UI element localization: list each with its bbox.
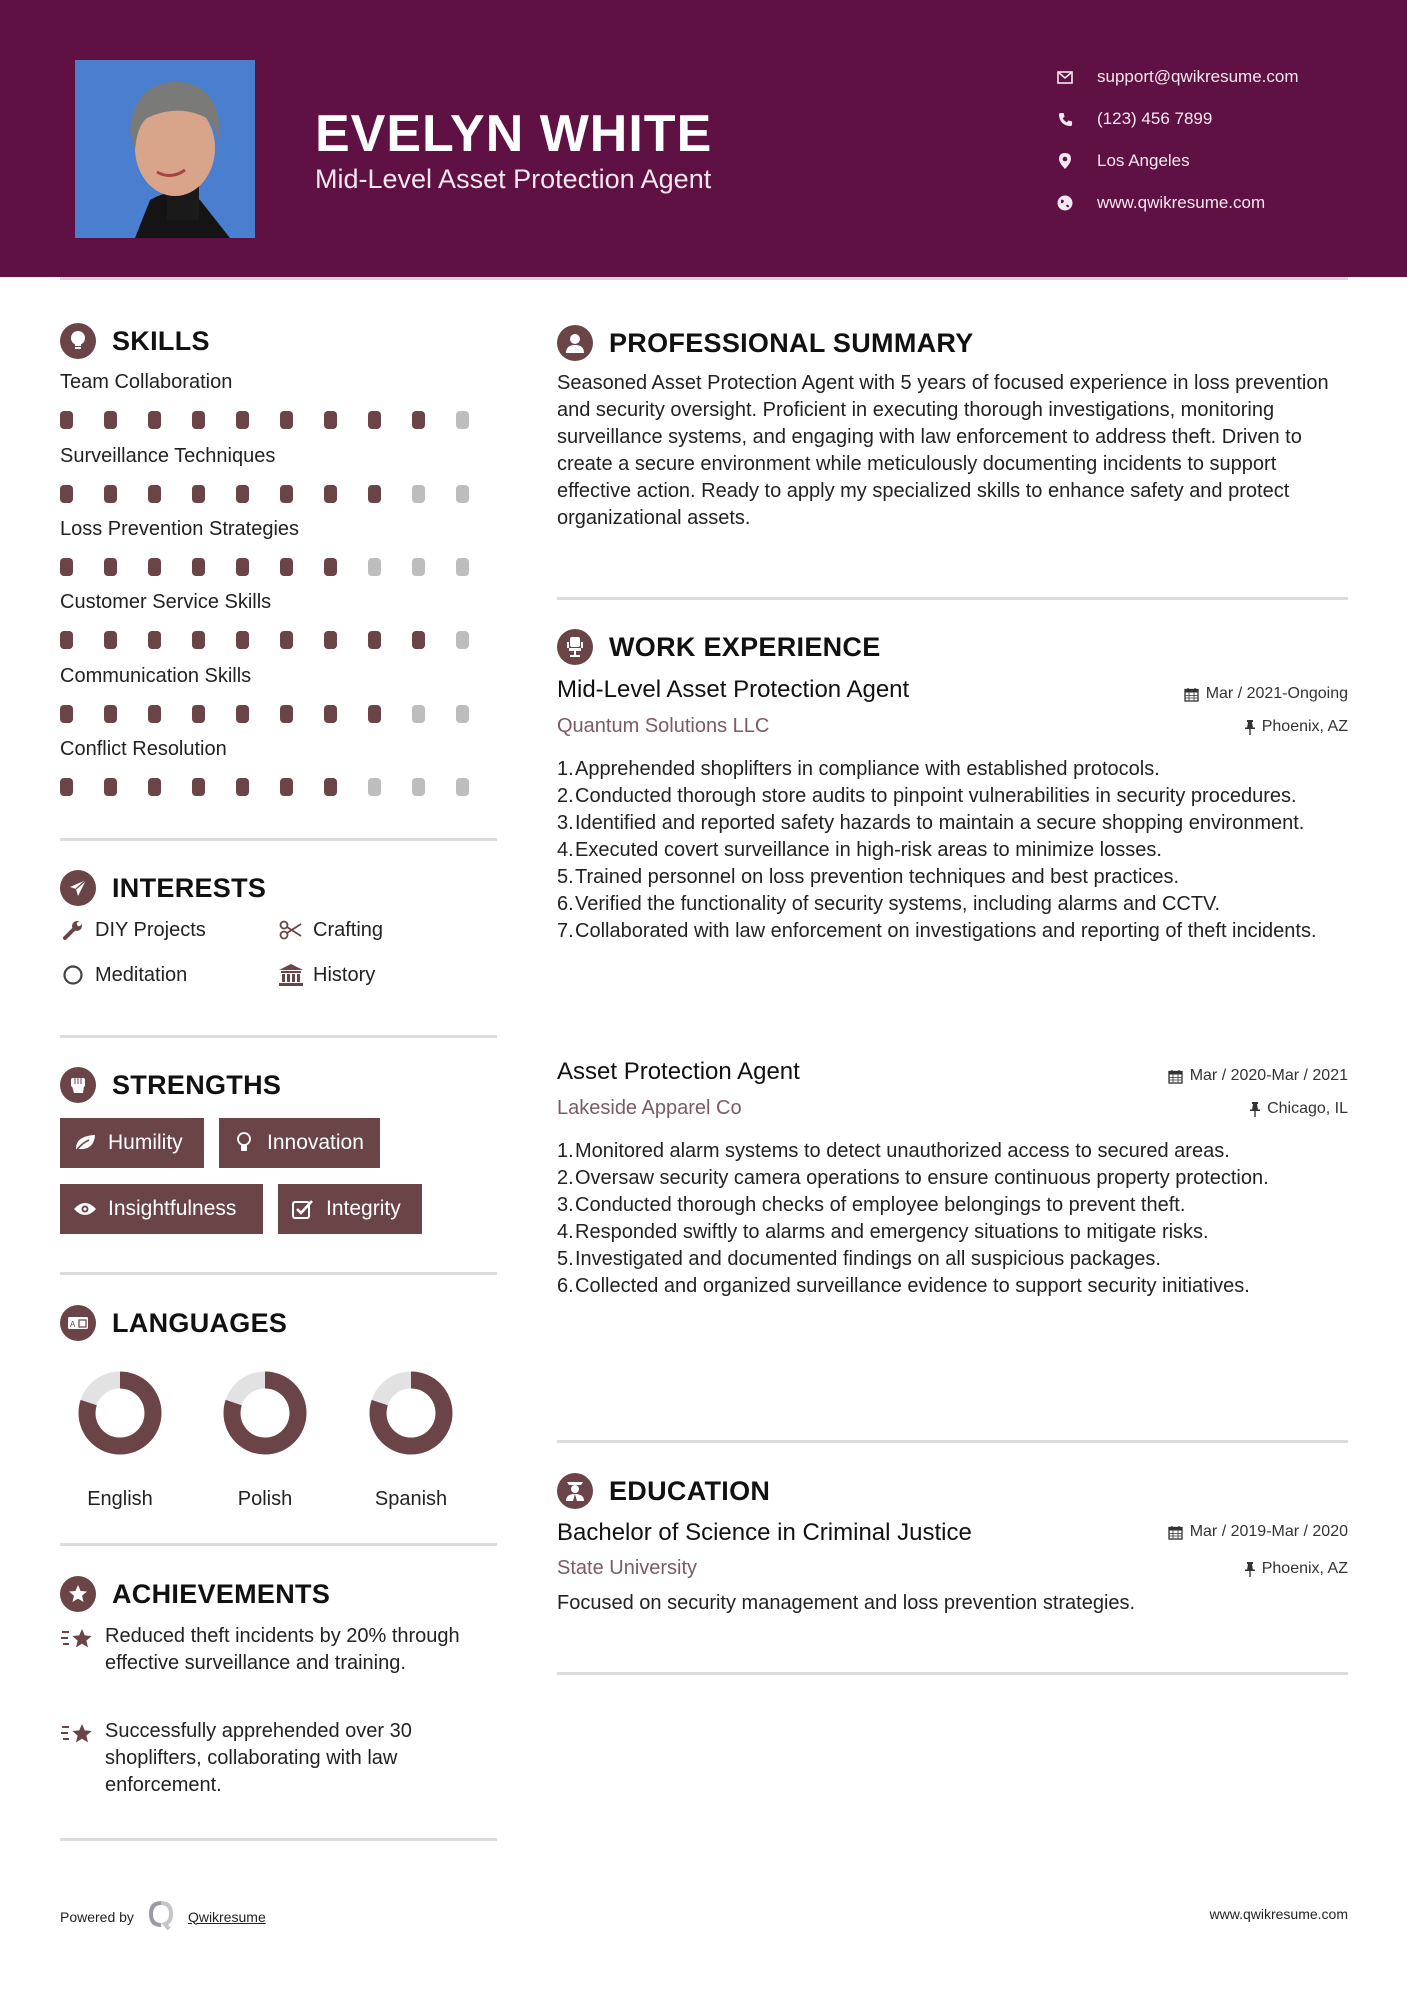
calendar-icon (1168, 1525, 1183, 1540)
shooting-star-icon (60, 1623, 94, 1677)
skill-rating (60, 631, 500, 649)
lightbulb-icon (60, 323, 96, 359)
achievement-item: Reduced theft incidents by 20% through effective surveillance and training. (60, 1623, 500, 1677)
pushpin-icon (1245, 720, 1255, 735)
achievements-heading: ACHIEVEMENTS (60, 1576, 330, 1612)
skill-item: Loss Prevention Strategies (60, 518, 500, 576)
user-icon (557, 325, 593, 361)
education-heading: EDUCATION (557, 1473, 770, 1509)
interest-item: DIY Projects (60, 917, 206, 943)
contact-email[interactable] (1055, 56, 1299, 98)
checkbox-icon (290, 1197, 316, 1221)
language-donut (75, 1368, 165, 1458)
pushpin-icon (1245, 1562, 1255, 1577)
language-item: English (60, 1368, 180, 1511)
skill-rating (60, 411, 500, 429)
skill-rating (60, 485, 500, 503)
language-item: Polish (205, 1368, 325, 1511)
strength-chip: Humility (60, 1118, 204, 1168)
candidate-title: Mid-Level Asset Protection Agent (315, 164, 712, 194)
candidate-name: EVELYN WHITE (315, 105, 713, 163)
job-bullets (557, 756, 1347, 945)
job-dates: Mar / 2021-Ongoing (1184, 685, 1348, 703)
interest-item: Crafting (278, 917, 383, 943)
job-bullet: 6. Collected and organized surveillance evidence to support security initiatives. (557, 1275, 1250, 1297)
skill-item: Conflict Resolution (60, 738, 500, 796)
lightbulb-icon (231, 1131, 257, 1155)
interest-item: Meditation (60, 962, 187, 988)
job-bullet: 5. Trained personnel on loss prevention techniques and best practices. (557, 866, 1180, 888)
strength-chip: Insightfulness (60, 1184, 263, 1234)
job-bullet: 7. Collaborated with law enforcement on investigations and reporting of theft incidents. (557, 920, 1317, 942)
achievement-item: Successfully apprehended over 30 shoplifters, collaborating with law enforcement. (60, 1718, 500, 1799)
job-bullet: 5. Investigated and documented findings on all suspicious packages. (557, 1248, 1161, 1270)
section-divider (60, 1272, 497, 1275)
job-bullet: 4. Responded swiftly to alarms and emergency situations to mitigate risks. (557, 1221, 1209, 1243)
calendar-icon (1184, 687, 1199, 702)
job-title: Mid-Level Asset Protection Agent (557, 676, 910, 703)
shooting-star-icon (60, 1718, 94, 1799)
section-divider (60, 1035, 497, 1038)
language-icon (60, 1305, 96, 1341)
qwikresume-link[interactable]: Qwikresume (187, 1908, 266, 1925)
svg-text:A: A (70, 1320, 76, 1329)
skill-item: Communication Skills (60, 665, 500, 723)
email-text: support@qwikresume.com (1097, 67, 1299, 86)
experience-heading: WORK EXPERIENCE (557, 629, 881, 665)
skill-rating (60, 705, 500, 723)
education-location: Phoenix, AZ (1245, 1560, 1348, 1578)
paper-plane-icon (60, 870, 96, 906)
interests-heading: INTERESTS (60, 870, 266, 906)
section-divider (557, 597, 1348, 600)
footer-powered-by: Powered by Qwikresume (60, 1900, 266, 1933)
job-bullet: 4. Executed covert surveillance in high-risk areas to minimize losses. (557, 839, 1162, 861)
scissors-icon (278, 917, 304, 943)
job-bullet: 2. Conducted thorough store audits to pinpoint vulnerabilities in security procedures. (557, 785, 1297, 807)
envelope-icon (1055, 67, 1075, 87)
globe-icon (1055, 193, 1075, 213)
museum-icon (278, 962, 304, 988)
wrench-icon (60, 917, 86, 943)
language-item: Spanish (351, 1368, 471, 1511)
section-divider (557, 1672, 1348, 1675)
job-bullet: 1. Apprehended shoplifters in compliance with established protocols. (557, 758, 1160, 780)
language-donut (220, 1368, 310, 1458)
job-dates: Mar / 2020-Mar / 2021 (1168, 1067, 1348, 1085)
skill-item: Surveillance Techniques (60, 445, 500, 503)
languages-heading: A LANGUAGES (60, 1305, 287, 1341)
company-name: Quantum Solutions LLC (557, 715, 770, 737)
strength-chip: Integrity (278, 1184, 422, 1234)
star-badge-icon (60, 1576, 96, 1612)
contact-location (1055, 140, 1299, 182)
interest-item: History (278, 962, 375, 988)
degree-title: Bachelor of Science in Criminal Justice (557, 1519, 972, 1546)
contact-website[interactable] (1055, 182, 1299, 224)
contact-list (1055, 56, 1299, 224)
calendar-icon (1168, 1069, 1183, 1084)
job-bullet: 1. Monitored alarm systems to detect unauthorized access to secured areas. (557, 1140, 1230, 1162)
phone-text: (123) 456 7899 (1097, 109, 1213, 128)
eye-icon (72, 1197, 98, 1221)
education-description: Focused on security management and loss prevention strategies. (557, 1592, 1136, 1614)
skill-rating (60, 778, 500, 796)
job-location: Chicago, IL (1250, 1100, 1348, 1118)
header-underline (60, 277, 1348, 280)
section-divider (60, 1838, 497, 1841)
company-name: Lakeside Apparel Co (557, 1097, 742, 1119)
pushpin-icon (1250, 1102, 1260, 1117)
strengths-heading: STRENGTHS (60, 1067, 281, 1103)
education-dates: Mar / 2019-Mar / 2020 (1168, 1523, 1348, 1541)
skill-rating (60, 558, 500, 576)
section-divider (60, 838, 497, 841)
job-location: Phoenix, AZ (1245, 718, 1348, 736)
map-pin-icon (1055, 151, 1075, 171)
header-banner (0, 0, 1407, 277)
section-divider (60, 1543, 497, 1546)
job-bullet: 2. Oversaw security camera operations to ensure continuous property protection. (557, 1167, 1269, 1189)
fist-icon (60, 1067, 96, 1103)
qwikresume-logo-icon (148, 1900, 174, 1933)
section-divider (557, 1440, 1348, 1443)
phone-icon (1055, 109, 1075, 129)
contact-phone[interactable] (1055, 98, 1299, 140)
job-bullets (557, 1138, 1347, 1300)
website-text: www.qwikresume.com (1097, 193, 1266, 212)
job-bullet: 3. Conducted thorough checks of employee belongings to prevent theft. (557, 1194, 1186, 1216)
circle-icon (60, 962, 86, 988)
graduate-icon (557, 1473, 593, 1509)
skill-item: Team Collaboration (60, 371, 500, 429)
skills-heading: SKILLS (60, 323, 210, 359)
job-bullet: 3. Identified and reported safety hazards to maintain a secure shopping environment. (557, 812, 1305, 834)
leaf-icon (72, 1131, 98, 1155)
skill-item: Customer Service Skills (60, 591, 500, 649)
profile-photo (75, 60, 255, 238)
strength-chip: Innovation (219, 1118, 380, 1168)
school-name: State University (557, 1557, 698, 1579)
footer-website-link[interactable]: www.qwikresume.com (1209, 1906, 1348, 1922)
office-chair-icon (557, 629, 593, 665)
summary-text: Seasoned Asset Protection Agent with 5 years of focused experience in loss prevention and security oversight. Proficient in executing thorough investigations, monitoring surveillance systems, and engaging with law enforcement to address theft. Driven to create a secure environment while meticulously documenting incidents to support effective action. Ready to apply my specialized skills to enhance safety and protect organizational assets. (557, 372, 1329, 529)
summary-heading: PROFESSIONAL SUMMARY (557, 325, 974, 361)
job-bullet: 6. Verified the functionality of security systems, including alarms and CCTV. (557, 893, 1221, 915)
location-text: Los Angeles (1097, 151, 1190, 170)
language-donut (366, 1368, 456, 1458)
job-title: Asset Protection Agent (557, 1058, 800, 1085)
